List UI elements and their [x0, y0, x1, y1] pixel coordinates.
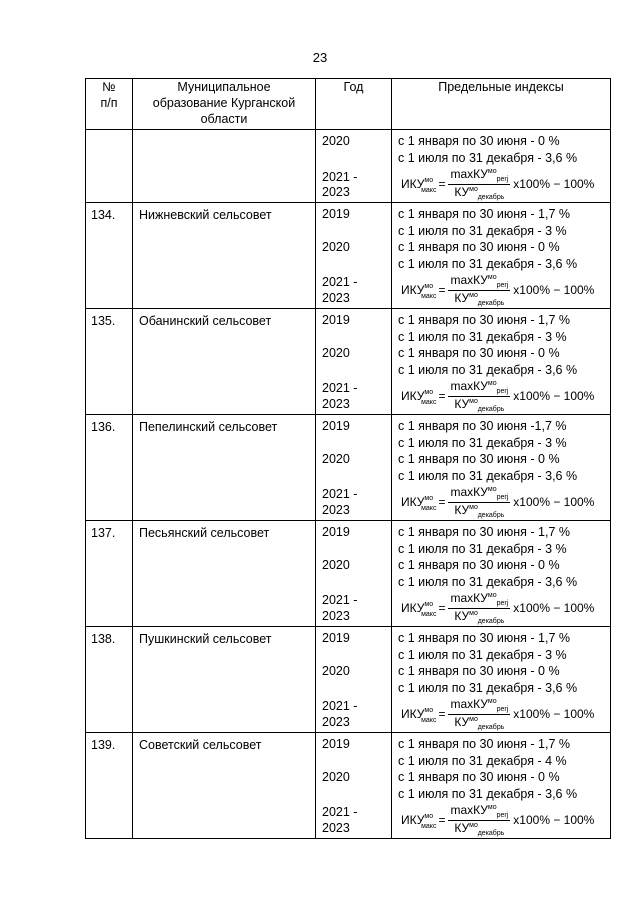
- formula-numerator-sub: perj: [496, 493, 509, 501]
- spacer: [322, 255, 391, 271]
- spacer: [322, 435, 391, 451]
- formula-fraction: [448, 803, 510, 838]
- index-line: с 1 июля по 31 декабря - 3 %: [398, 329, 567, 344]
- formula-denominator-symbol: КУ: [454, 502, 470, 517]
- formula-left-symbol: ИКУ: [401, 389, 425, 403]
- cell-municipality: [133, 130, 316, 203]
- cell-indexes: [392, 309, 611, 415]
- formula-tail: x100% − 100%: [513, 707, 595, 721]
- table-row: [86, 415, 611, 521]
- year-value: 2019: [322, 207, 350, 221]
- formula-denominator-symbol: КУ: [454, 820, 470, 835]
- index-line: с 1 января по 30 июня - 1,7 %: [398, 737, 570, 751]
- formula-denominator-sup: мо: [469, 397, 478, 405]
- header-municipality-line: области: [200, 112, 248, 126]
- year-value: 2021 -: [322, 593, 358, 607]
- cell-year: [316, 130, 392, 203]
- formula-numerator-sub: perj: [496, 705, 509, 713]
- formula-denominator-symbol: КУ: [454, 184, 470, 199]
- cell-municipality: Пепелинский сельсовет: [133, 415, 316, 521]
- cell-year: [316, 733, 392, 839]
- formula-numerator-symbol: maxКУ: [450, 166, 488, 181]
- formula-denominator-sub: декабрь: [477, 511, 505, 519]
- index-formula: [398, 802, 610, 838]
- cell-number: [86, 130, 133, 203]
- formula-denominator-sub: декабрь: [477, 193, 505, 201]
- formula-numerator: [448, 803, 510, 821]
- formula-tail: x100% − 100%: [513, 177, 595, 191]
- year-value: 2021 -: [322, 169, 358, 184]
- formula-equals: =: [438, 601, 446, 615]
- formula-left-sup: мо: [424, 707, 434, 714]
- header-municipality: [133, 79, 316, 130]
- formula-left-sup: мо: [424, 813, 434, 820]
- formula-denominator: [454, 291, 504, 308]
- cell-number: 137.: [86, 521, 133, 627]
- formula-left: [401, 389, 437, 406]
- spacer: [322, 753, 391, 769]
- index-line: с 1 июля по 31 декабря - 3,6 %: [398, 468, 578, 483]
- spacer: [322, 150, 391, 166]
- cell-number: 136.: [86, 415, 133, 521]
- year-value: 2020: [322, 557, 350, 572]
- formula-denominator: [454, 821, 504, 838]
- index-line: с 1 января по 30 июня - 1,7 %: [398, 525, 570, 539]
- cell-year: [316, 627, 392, 733]
- formula-numerator-symbol: maxКУ: [450, 802, 488, 817]
- year-value: 2019: [322, 313, 350, 327]
- index-line: с 1 января по 30 июня - 1,7 %: [398, 631, 570, 645]
- formula-left: [401, 177, 437, 194]
- formula-left-sup: мо: [424, 601, 434, 608]
- header-number-line: п/п: [100, 96, 118, 110]
- formula-numerator-symbol: maxКУ: [450, 272, 488, 287]
- index-formula: [398, 378, 610, 414]
- index-line: с 1 июля по 31 декабря - 3,6 %: [398, 680, 578, 695]
- formula-fraction: [448, 591, 510, 626]
- formula-equals: =: [438, 813, 446, 827]
- formula-numerator-symbol: maxКУ: [450, 378, 488, 393]
- index-line: с 1 июля по 31 декабря - 3,6 %: [398, 362, 578, 377]
- cell-year: [316, 521, 392, 627]
- formula-denominator: [454, 503, 504, 520]
- cell-municipality: Нижневский сельсовет: [133, 203, 316, 309]
- header-municipality-line: образование Курганской: [152, 96, 296, 110]
- formula-fraction: [448, 485, 510, 520]
- cell-number: 135.: [86, 309, 133, 415]
- cell-number: 134.: [86, 203, 133, 309]
- formula-left-sup: мо: [424, 283, 434, 290]
- formula-denominator-sub: декабрь: [477, 723, 505, 731]
- year-value: 2020: [322, 451, 350, 466]
- formula-equals: =: [438, 283, 446, 297]
- formula-denominator-sup: мо: [469, 715, 478, 723]
- year-value: 2019: [322, 737, 350, 751]
- formula-numerator-sup: мо: [487, 697, 497, 705]
- formula-numerator-sub: perj: [496, 811, 509, 819]
- formula-numerator-sub: perj: [496, 387, 509, 395]
- table-row: [86, 203, 611, 309]
- formula-denominator-sub: декабрь: [477, 617, 505, 625]
- cell-municipality: Песьянский сельсовет: [133, 521, 316, 627]
- year-value: 2021 -: [322, 805, 358, 819]
- cell-number: 138.: [86, 627, 133, 733]
- formula-denominator-sup: мо: [469, 821, 478, 829]
- index-line: с 1 января по 30 июня - 0 %: [398, 452, 560, 466]
- index-line: с 1 июля по 31 декабря - 3 %: [398, 647, 567, 662]
- formula-numerator-sup: мо: [487, 591, 497, 599]
- formula-left-symbol: ИКУ: [401, 813, 425, 827]
- table-row-continuation: [86, 130, 611, 203]
- formula-numerator-sup: мо: [487, 803, 497, 811]
- index-formula: [398, 166, 610, 202]
- index-line: с 1 июля по 31 декабря - 3 %: [398, 223, 567, 238]
- year-value: 2021 -: [322, 699, 358, 713]
- spacer: [322, 467, 391, 483]
- formula-equals: =: [438, 177, 446, 191]
- formula-denominator: [454, 609, 504, 626]
- formula-left-symbol: ИКУ: [401, 283, 425, 297]
- year-value: 2019: [322, 631, 350, 645]
- index-line: с 1 января по 30 июня - 0 %: [398, 346, 560, 360]
- formula-tail: x100% − 100%: [513, 283, 595, 297]
- index-line: с 1 января по 30 июня - 0 %: [398, 240, 560, 254]
- formula-equals: =: [438, 389, 446, 403]
- formula-tail: x100% − 100%: [513, 813, 595, 827]
- year-value: 2023: [322, 290, 350, 305]
- year-value: 2021 -: [322, 381, 358, 395]
- formula-fraction: [448, 273, 510, 308]
- formula-fraction: [448, 167, 510, 202]
- formula-denominator-sub: декабрь: [477, 829, 505, 837]
- header-number: [86, 79, 133, 130]
- spacer: [322, 647, 391, 663]
- formula-left-sub: макс: [421, 717, 437, 724]
- index-formula: [398, 590, 610, 626]
- formula-equals: =: [438, 495, 446, 509]
- formula-numerator-sub: perj: [496, 281, 509, 289]
- table-header-row: [86, 79, 611, 130]
- formula-left-sub: макс: [421, 187, 437, 194]
- formula-numerator-sup: мо: [487, 167, 497, 175]
- index-line: с 1 июля по 31 декабря - 3,6 %: [398, 150, 578, 165]
- year-value: 2023: [322, 502, 350, 517]
- formula-tail: x100% − 100%: [513, 601, 595, 615]
- cell-year: [316, 203, 392, 309]
- index-formula: [398, 484, 610, 520]
- formula-left-sub: макс: [421, 611, 437, 618]
- formula-denominator-sup: мо: [469, 609, 478, 617]
- year-value: 2023: [322, 608, 350, 623]
- formula-left-sup: мо: [424, 177, 434, 184]
- formula-left-sub: макс: [421, 505, 437, 512]
- formula-left-sup: мо: [424, 389, 434, 396]
- cell-year: [316, 309, 392, 415]
- year-value: 2023: [322, 396, 350, 411]
- page-number: 23: [312, 50, 328, 65]
- formula-left-symbol: ИКУ: [401, 495, 425, 509]
- index-line: с 1 июля по 31 декабря - 3,6 %: [398, 786, 578, 801]
- cell-municipality: Обанинский сельсовет: [133, 309, 316, 415]
- cell-number: 139.: [86, 733, 133, 839]
- formula-numerator-sup: мо: [487, 379, 497, 387]
- cell-year: [316, 415, 392, 521]
- cell-indexes: [392, 521, 611, 627]
- formula-numerator: [448, 273, 510, 291]
- formula-left-symbol: ИКУ: [401, 707, 425, 721]
- spacer: [322, 361, 391, 377]
- formula-numerator-symbol: maxКУ: [450, 484, 488, 499]
- formula-denominator-symbol: КУ: [454, 396, 470, 411]
- formula-left-sub: макс: [421, 823, 437, 830]
- index-formula: [398, 272, 610, 308]
- formula-numerator: [448, 485, 510, 503]
- header-number-line: №: [102, 80, 116, 94]
- year-value: 2023: [322, 185, 350, 199]
- year-value: 2023: [322, 714, 350, 729]
- year-value: 2021 -: [322, 487, 358, 501]
- formula-left: [401, 283, 437, 300]
- formula-left-sup: мо: [424, 495, 434, 502]
- index-line: с 1 января по 30 июня - 0 %: [398, 770, 560, 784]
- header-year: Год: [316, 79, 392, 130]
- header-indexes: Предельные индексы: [392, 79, 611, 130]
- table-row: [86, 733, 611, 839]
- formula-left: [401, 813, 437, 830]
- formula-denominator: [454, 397, 504, 414]
- index-line: с 1 июля по 31 декабря - 4 %: [398, 753, 567, 768]
- year-value: 2019: [322, 525, 350, 539]
- formula-left: [401, 707, 437, 724]
- formula-denominator-symbol: КУ: [454, 608, 470, 623]
- cell-municipality: Пушкинский сельсовет: [133, 627, 316, 733]
- formula-numerator: [448, 379, 510, 397]
- formula-denominator-sup: мо: [469, 503, 478, 511]
- formula-denominator-sub: декабрь: [477, 299, 505, 307]
- formula-denominator-symbol: КУ: [454, 714, 470, 729]
- formula-denominator-sup: мо: [469, 185, 478, 193]
- formula-numerator-sub: perj: [496, 175, 509, 183]
- formula-numerator-sup: мо: [487, 485, 497, 493]
- formula-left-symbol: ИКУ: [401, 601, 425, 615]
- year-value: 2020: [322, 134, 350, 148]
- cell-indexes: [392, 627, 611, 733]
- index-line: с 1 июля по 31 декабря - 3,6 %: [398, 574, 578, 589]
- spacer: [322, 785, 391, 801]
- formula-left: [401, 495, 437, 512]
- index-line: с 1 января по 30 июня - 0 %: [398, 664, 560, 678]
- tariff-index-table: [85, 78, 611, 839]
- formula-equals: =: [438, 707, 446, 721]
- index-line: с 1 января по 30 июня - 1,7 %: [398, 207, 570, 221]
- header-municipality-line: Муниципальное: [177, 80, 271, 94]
- index-formula: [398, 696, 610, 732]
- year-value: 2023: [322, 820, 350, 835]
- year-value: 2020: [322, 663, 350, 678]
- formula-numerator: [448, 591, 510, 609]
- index-line: с 1 июля по 31 декабря - 3,6 %: [398, 256, 578, 271]
- index-line: с 1 января по 30 июня - 0 %: [398, 134, 560, 148]
- spacer: [322, 541, 391, 557]
- formula-numerator: [448, 697, 510, 715]
- spacer: [322, 679, 391, 695]
- index-line: с 1 июля по 31 декабря - 3 %: [398, 541, 567, 556]
- index-line: с 1 января по 30 июня -1,7 %: [398, 419, 567, 433]
- year-value: 2019: [322, 419, 350, 433]
- cell-indexes: [392, 733, 611, 839]
- table-row: [86, 521, 611, 627]
- formula-numerator-sub: perj: [496, 599, 509, 607]
- year-value: 2021 -: [322, 275, 358, 289]
- spacer: [322, 573, 391, 589]
- cell-indexes: [392, 203, 611, 309]
- index-line: с 1 января по 30 июня - 1,7 %: [398, 313, 570, 327]
- spacer: [322, 223, 391, 239]
- index-line: с 1 июля по 31 декабря - 3 %: [398, 435, 567, 450]
- formula-tail: x100% − 100%: [513, 389, 595, 403]
- formula-numerator-sup: мо: [487, 273, 497, 281]
- year-value: 2020: [322, 345, 350, 360]
- formula-left: [401, 601, 437, 618]
- formula-numerator-symbol: maxКУ: [450, 696, 488, 711]
- formula-left-sub: макс: [421, 293, 437, 300]
- formula-denominator-symbol: КУ: [454, 290, 470, 305]
- spacer: [322, 329, 391, 345]
- year-value: 2020: [322, 769, 350, 784]
- formula-left-sub: макс: [421, 399, 437, 406]
- formula-denominator-sub: декабрь: [477, 405, 505, 413]
- formula-denominator: [454, 185, 504, 202]
- cell-indexes: [392, 130, 611, 203]
- formula-numerator-symbol: maxКУ: [450, 590, 488, 605]
- formula-numerator: [448, 167, 510, 185]
- cell-municipality: Советский сельсовет: [133, 733, 316, 839]
- formula-left-symbol: ИКУ: [401, 177, 425, 191]
- cell-indexes: [392, 415, 611, 521]
- table-row: [86, 627, 611, 733]
- year-value: 2020: [322, 239, 350, 254]
- table-row: [86, 309, 611, 415]
- formula-denominator: [454, 715, 504, 732]
- formula-fraction: [448, 379, 510, 414]
- formula-fraction: [448, 697, 510, 732]
- formula-tail: x100% − 100%: [513, 495, 595, 509]
- index-line: с 1 января по 30 июня - 0 %: [398, 558, 560, 572]
- formula-denominator-sup: мо: [469, 291, 478, 299]
